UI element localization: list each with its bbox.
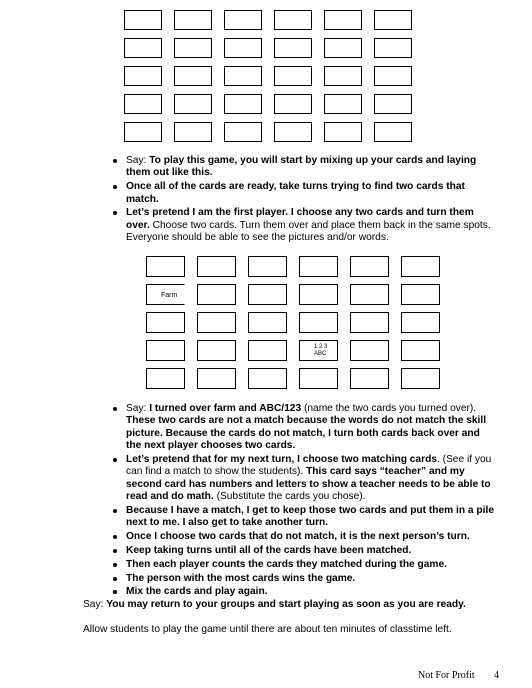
- memory-card: [401, 312, 440, 333]
- memory-card: [374, 10, 412, 30]
- memory-card: [274, 122, 312, 142]
- page-number: 4: [494, 670, 499, 681]
- instruction-item: Once I choose two cards that do not match, it is the next person’s turn.: [110, 531, 495, 543]
- memory-card: [197, 284, 236, 305]
- page-footer: [418, 670, 522, 682]
- memory-card: [248, 284, 287, 305]
- memory-card: [350, 284, 389, 305]
- memory-card: [124, 94, 162, 114]
- instruction-item: Keep taking turns until all of the cards have been matched.: [110, 545, 495, 557]
- memory-card: [146, 256, 185, 277]
- memory-card: [197, 256, 236, 277]
- memory-card: [224, 66, 262, 86]
- memory-card: [299, 368, 338, 389]
- memory-card: [350, 368, 389, 389]
- memory-card: [274, 66, 312, 86]
- memory-card: [374, 122, 412, 142]
- memory-card: [401, 368, 440, 389]
- memory-card: [299, 284, 338, 305]
- memory-card: [224, 10, 262, 30]
- memory-card: [350, 312, 389, 333]
- memory-card: [146, 368, 185, 389]
- instruction-item: Let’s pretend that for my next turn, I choose two matching cards. (See if you can find a match to show the students). This card says “teacher” and my second card has numbers and letters to show a teacher needs to be able to read and do math. (Substitute the cards you chose).: [110, 454, 495, 504]
- memory-card: [197, 340, 236, 361]
- memory-card: [174, 122, 212, 142]
- instruction-item: Say: To play this game, you will start by mixing up your cards and laying them out like this.: [110, 155, 495, 180]
- memory-card: [324, 94, 362, 114]
- memory-card: [197, 368, 236, 389]
- instructions-list-1: [110, 155, 495, 246]
- memory-card: [124, 10, 162, 30]
- memory-card: [299, 312, 338, 333]
- memory-card: [146, 340, 185, 361]
- instruction-item: Then each player counts the cards they matched during the game.: [110, 559, 495, 571]
- memory-card: [274, 94, 312, 114]
- memory-card: [174, 10, 212, 30]
- farm-card-label: Farm: [161, 292, 178, 299]
- memory-card: [174, 38, 212, 58]
- instruction-item: The person with the most cards wins the game.: [110, 573, 495, 585]
- memory-card: [224, 122, 262, 142]
- memory-card: [324, 66, 362, 86]
- memory-card: [174, 94, 212, 114]
- memory-card: [224, 94, 262, 114]
- memory-card: [350, 256, 389, 277]
- memory-card: [401, 256, 440, 277]
- memory-card: [248, 256, 287, 277]
- memory-card: [374, 66, 412, 86]
- memory-card: [174, 66, 212, 86]
- footer-text: Not For Profit: [418, 670, 475, 681]
- memory-card: [248, 340, 287, 361]
- memory-card: [146, 312, 185, 333]
- memory-card: [401, 340, 440, 361]
- closing-note: Allow students to play the game until there are about ten minutes of classtime left.: [83, 624, 452, 635]
- numbers-letters-card: [299, 340, 338, 361]
- memory-card: [299, 256, 338, 277]
- memory-card: [374, 38, 412, 58]
- memory-card: [248, 368, 287, 389]
- memory-card: [224, 38, 262, 58]
- memory-card: [124, 122, 162, 142]
- memory-card: [324, 122, 362, 142]
- instruction-item: Say: I turned over farm and ABC/123 (name the two cards you turned over). These two cards are not a match because the words do not match the skill picture. Because the cards do not match, I turn both cards back over and the next player chooses two cards.: [110, 403, 495, 453]
- memory-card: [324, 10, 362, 30]
- numbers-label: 1 2 3: [314, 344, 328, 350]
- memory-card: [124, 66, 162, 86]
- memory-card: [124, 38, 162, 58]
- memory-card: [401, 284, 440, 305]
- letters-label: ABC: [314, 351, 327, 357]
- closing-say: Say: You may return to your groups and start playing as soon as you are ready.: [83, 599, 466, 610]
- memory-card: [374, 94, 412, 114]
- memory-card: [197, 312, 236, 333]
- memory-card: [350, 340, 389, 361]
- memory-card: [324, 38, 362, 58]
- instructions-list-2: [110, 403, 495, 600]
- instruction-item: Let’s pretend I am the first player. I choose any two cards and turn them over. Choose two cards. Turn them over and place them back in the same spots. Everyone should be able to see the pictures and/or words.: [110, 207, 495, 244]
- instruction-item: Mix the cards and play again.: [110, 586, 495, 598]
- farm-card: [146, 284, 185, 305]
- memory-card: [248, 312, 287, 333]
- instruction-item: Once all of the cards are ready, take turns trying to find two cards that match.: [110, 181, 495, 206]
- instruction-item: Because I have a match, I get to keep those two cards and put them in a pile next to me. I also get to take another turn.: [110, 505, 495, 530]
- memory-card: [274, 10, 312, 30]
- memory-card: [274, 38, 312, 58]
